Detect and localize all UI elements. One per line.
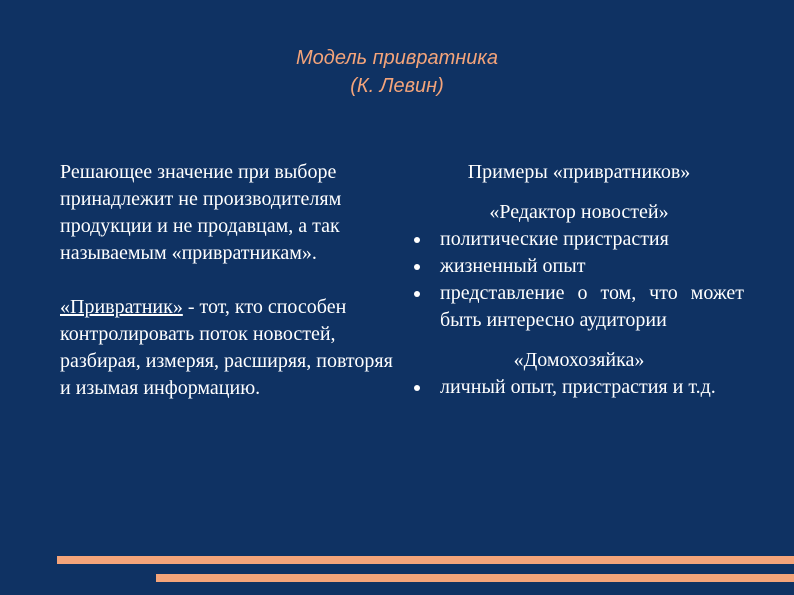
gatekeeper-term: «Привратник»	[60, 296, 183, 318]
title-line-2: (К. Левин)	[350, 75, 444, 97]
housewife-list	[414, 374, 744, 401]
title-line-1: Модель привратника	[296, 47, 498, 69]
examples-heading: Примеры «привратников»	[467, 161, 691, 183]
group-title-housewife: «Домохозяйка»	[513, 349, 645, 371]
gatekeeper-definition: - тот, кто способен контролировать поток новостей, разбирая, измеряя, расширяя, повторяя и изымая информацию.	[60, 296, 393, 399]
left-column	[60, 159, 400, 402]
list-item: политические пристрастия	[414, 226, 744, 253]
decorative-bar-bottom	[156, 574, 794, 582]
bullet-icon	[414, 291, 420, 297]
bullet-icon	[414, 237, 420, 243]
slide-title	[0, 44, 794, 100]
bullet-icon	[414, 264, 420, 270]
right-column	[414, 159, 744, 401]
list-item: жизненный опыт	[414, 253, 744, 280]
intro-paragraph: Решающее значение при выборе принадлежит не производителям продукции и не продавцам, а так называемым «привратникам».	[60, 161, 342, 264]
editor-list	[414, 226, 744, 334]
list-item: личный опыт, пристрастия и т.д.	[414, 374, 744, 401]
definition-paragraph	[60, 294, 400, 402]
list-item: представление о том, что может быть интересно аудитории	[414, 280, 744, 334]
group-title-editor: «Редактор новостей»	[489, 201, 669, 223]
bullet-icon	[414, 385, 420, 391]
decorative-bar-top	[57, 556, 794, 564]
